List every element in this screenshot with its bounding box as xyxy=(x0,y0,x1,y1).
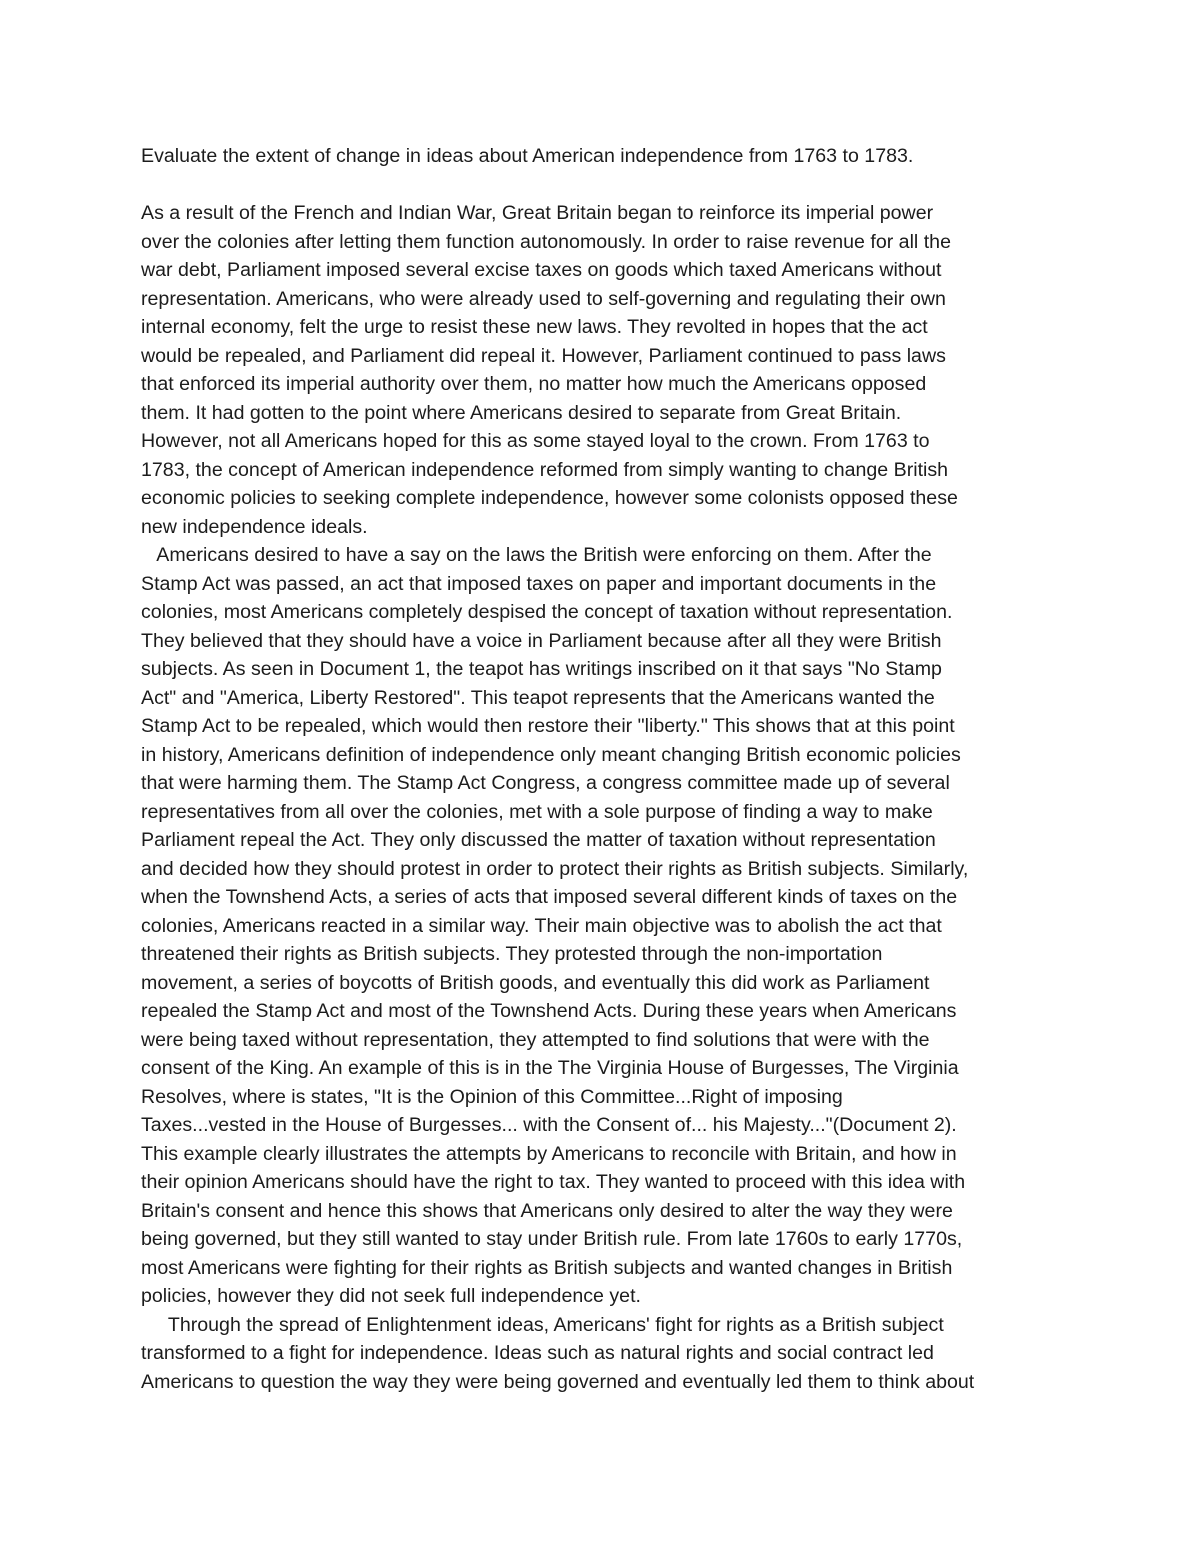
paragraph-line: were being taxed without representation, they attempted to find solutions that were with the xyxy=(141,1028,930,1051)
paragraph-line: when the Townshend Acts, a series of acts that imposed several different kinds of taxes on the xyxy=(141,886,958,908)
paragraph-line: As a result of the French and Indian War, Great Britain began to reinforce its imperial power xyxy=(141,202,934,224)
paragraph-line: economic policies to seeking complete independence, however some colonists opposed these xyxy=(141,487,958,509)
paragraph-line: them. It had gotten to the point where Americans desired to separate from Great Britain. xyxy=(141,401,902,424)
paragraph-line: most Americans were fighting for their rights as British subjects and wanted changes in British xyxy=(141,1256,953,1279)
paragraph-line: colonies, most Americans completely despised the concept of taxation without representation. xyxy=(141,601,953,623)
paragraph-line: However, not all Americans hoped for this as some stayed loyal to the crown. From 1763 to xyxy=(141,430,930,452)
paragraph-line: 1783, the concept of American independence reformed from simply wanting to change British xyxy=(141,458,949,481)
paragraph-line: Act" and "America, Liberty Restored". This teapot represents that the Americans wanted the xyxy=(141,686,935,709)
paragraph-line: Stamp Act to be repealed, which would then restore their "liberty." This shows that at this point xyxy=(141,715,955,737)
paragraph-line: new independence ideals. xyxy=(141,515,368,538)
paragraph-line: Britain's consent and hence this shows that Americans only desired to alter the way they were xyxy=(141,1199,953,1222)
paragraph-line: war debt, Parliament imposed several excise taxes on goods which taxed Americans without xyxy=(141,259,942,281)
paragraph-line: colonies, Americans reacted in a similar way. Their main objective was to abolish the act that xyxy=(141,914,942,937)
paragraph xyxy=(141,1311,1071,1397)
paragraph-line: Parliament repeal the Act. They only discussed the matter of taxation without representation xyxy=(141,829,936,851)
paragraph-line: They believed that they should have a voice in Parliament because after all they were British xyxy=(141,629,942,652)
paragraph-line: representation. Americans, who were already used to self-governing and regulating their own xyxy=(141,287,946,310)
paragraph-line: their opinion Americans should have the right to tax. They wanted to proceed with this idea with xyxy=(141,1171,966,1193)
paragraph-line: would be repealed, and Parliament did repeal it. However, Parliament continued to pass laws xyxy=(141,344,946,367)
paragraph-line: Americans to question the way they were being governed and eventually led them to think about xyxy=(141,1370,975,1393)
paragraph-line: Americans desired to have a say on the laws the British were enforcing on them. After the xyxy=(141,544,932,566)
document-body xyxy=(141,142,1071,1396)
paragraph-line: policies, however they did not seek full independence yet. xyxy=(141,1285,641,1307)
paragraph-line: representatives from all over the colonies, met with a sole purpose of finding a way to make xyxy=(141,800,933,823)
essay-prompt: Evaluate the extent of change in ideas about American independence from 1763 to 1783. xyxy=(141,145,914,167)
paragraph-line: threatened their rights as British subjects. They protested through the non-importation xyxy=(141,943,883,965)
paragraph-line: movement, a series of boycotts of British goods, and eventually this did work as Parliament xyxy=(141,971,930,994)
paragraph-line: Resolves, where is states, "It is the Opinion of this Committee...Right of imposing xyxy=(141,1085,843,1108)
paragraph xyxy=(141,541,1071,1311)
paragraph-line: This example clearly illustrates the attempts by Americans to reconcile with Britain, and how in xyxy=(141,1142,957,1165)
paragraph-line: subjects. As seen in Document 1, the teapot has writings inscribed on it that says "No Stamp xyxy=(141,658,942,680)
paragraph-line: transformed to a fight for independence. Ideas such as natural rights and social contract led xyxy=(141,1342,934,1364)
essay-paragraphs xyxy=(141,199,1071,1396)
paragraph-line: that enforced its imperial authority over them, no matter how much the Americans opposed xyxy=(141,373,927,395)
paragraph-line: internal economy, felt the urge to resist these new laws. They revolted in hopes that the act xyxy=(141,316,928,338)
paragraph-line: Taxes...vested in the House of Burgesses... with the Consent of... his Majesty..."(Document 2). xyxy=(141,1114,957,1136)
paragraph-line: consent of the King. An example of this is in the The Virginia House of Burgesses, The Virginia xyxy=(141,1057,959,1079)
paragraph-line: over the colonies after letting them function autonomously. In order to raise revenue for all the xyxy=(141,230,951,253)
paragraph-line: repealed the Stamp Act and most of the Townshend Acts. During these years when Americans xyxy=(141,1000,957,1022)
paragraph-line: being governed, but they still wanted to stay under British rule. From late 1760s to early 1770s, xyxy=(141,1228,963,1250)
paragraph-line: and decided how they should protest in order to protect their rights as British subjects. Similarly, xyxy=(141,857,969,880)
paragraph-line: Through the spread of Enlightenment ideas, Americans' fight for rights as a British subject xyxy=(141,1313,944,1336)
paragraph-line: that were harming them. The Stamp Act Congress, a congress committee made up of several xyxy=(141,772,950,794)
paragraph-line: in history, Americans definition of independence only meant changing British economic policies xyxy=(141,743,961,766)
paragraph-line: Stamp Act was passed, an act that imposed taxes on paper and important documents in the xyxy=(141,572,937,595)
paragraph xyxy=(141,199,1071,541)
blank-line xyxy=(141,171,1071,200)
